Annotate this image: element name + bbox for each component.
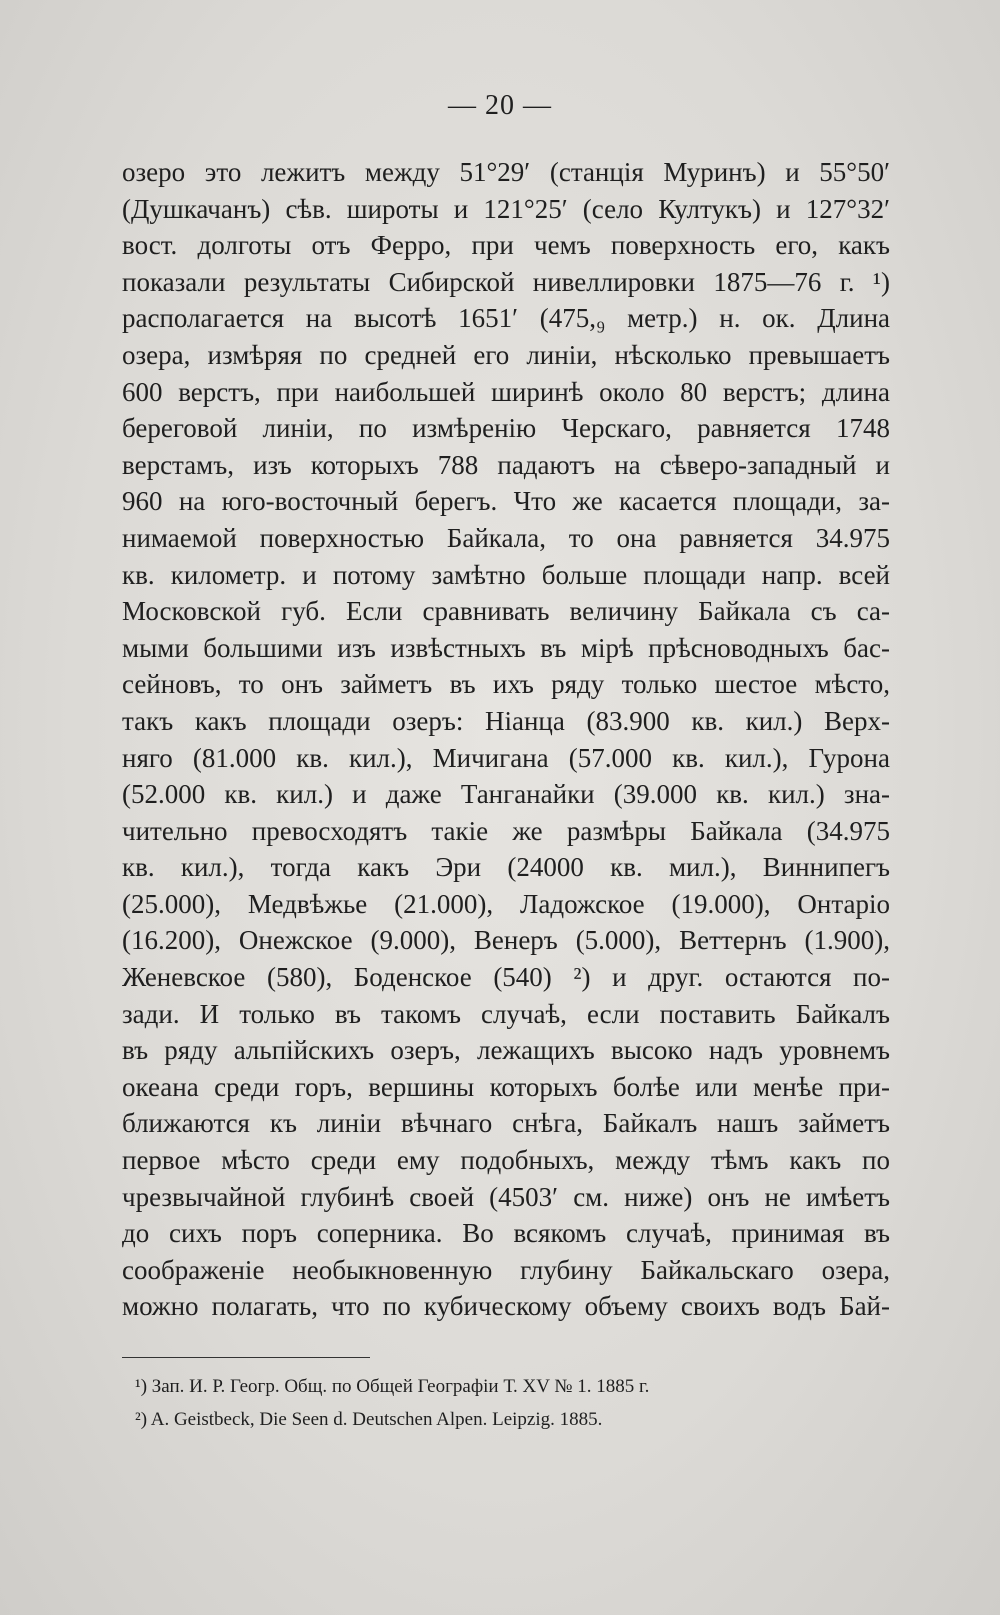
text-line: до сихъ поръ соперника. Во всякомъ случаѣ, принимая въ <box>122 1218 890 1249</box>
text-line: располагается на высотѣ 1651′ (475,₉ метр.) н. ок. Длина <box>122 303 890 334</box>
text-line: соображеніе необыкновенную глубину Байкальскаго озера, <box>122 1254 890 1285</box>
text-line: чительно превосходятъ такіе же размѣры Байкала (34.975 <box>122 815 890 846</box>
text-line: Женевское (580), Боденское (540) ²) и друг. остаются по- <box>122 962 890 993</box>
text-line: озера, измѣряя по средней его линіи, нѣсколько превышаетъ <box>122 339 890 370</box>
text-line: кв. кил.), тогда какъ Эри (24000 кв. мил.), Виннипегъ <box>122 852 890 883</box>
text-line: (25.000), Медвѣжье (21.000), Ладожское (19.000), Онтаріо <box>122 888 890 919</box>
text-line: вост. долготы отъ Ферро, при чемъ поверхность его, какъ <box>122 230 890 261</box>
text-line: 960 на юго-восточный берегъ. Что же касается площади, за- <box>122 486 890 517</box>
footnote-2: ²) A. Geistbeck, Die Seen d. Deutschen Alpen. Leipzig. 1885. <box>135 1409 603 1430</box>
text-line: озеро это лежитъ между 51°29′ (станція Муринъ) и 55°50′ <box>122 157 890 187</box>
text-line: береговой линіи, по измѣренію Черскаго, равняется 1748 <box>122 413 890 444</box>
text-line: 600 верстъ, при наибольшей ширинѣ около 80 верстъ; длина <box>122 376 890 407</box>
text-line: верстамъ, изъ которыхъ 788 падаютъ на сѣверо-западный и <box>122 449 890 480</box>
text-line: (16.200), Онежское (9.000), Венеръ (5.000), Веттернъ (1.900), <box>122 925 890 956</box>
text-line: въ ряду альпійскихъ озеръ, лежащихъ высоко надъ уровнемъ <box>122 1035 890 1066</box>
text-line: няго (81.000 кв. кил.), Мичигана (57.000 кв. кил.), Гурона <box>122 742 890 773</box>
text-line: нимаемой поверхностью Байкала, то она равняется 34.975 <box>122 522 890 553</box>
text-line: (Душкачанъ) сѣв. широты и 121°25′ (село Култукъ) и 127°32′ <box>122 193 890 224</box>
text-line: (52.000 кв. кил.) и даже Танганайки (39.000 кв. кил.) зна- <box>122 779 890 810</box>
body-text <box>122 154 890 1325</box>
footnote-divider <box>122 1357 370 1358</box>
text-line: океана среди горъ, вершины которыхъ болѣе или менѣе при- <box>122 1071 890 1102</box>
text-line: такъ какъ площади озеръ: Ніанца (83.900 кв. кил.) Верх- <box>122 705 890 736</box>
footnotes <box>135 1370 895 1436</box>
text-line: ближаются къ линіи вѣчнаго снѣга, Байкалъ нашъ займетъ <box>122 1108 890 1139</box>
text-line: зади. И только въ такомъ случаѣ, если поставить Байкалъ <box>122 998 890 1029</box>
text-line: кв. километр. и потому замѣтно больше площади напр. всей <box>122 559 890 590</box>
footnote-1: ¹) Зап. И. Р. Геогр. Общ. по Общей Географіи Т. XV № 1. 1885 г. <box>135 1376 650 1397</box>
text-line: Московской губ. Если сравнивать величину Байкала съ са- <box>122 596 890 627</box>
text-line: показали результаты Сибирской нивеллировки 1875—76 г. ¹) <box>122 266 890 297</box>
text-line: чрезвычайной глубинѣ своей (4503′ см. ниже) онъ не имѣетъ <box>122 1181 890 1212</box>
text-line: можно полагать, что по кубическому объему своихъ водъ Бай- <box>122 1291 890 1322</box>
text-line: сейновъ, то онъ займетъ въ ихъ ряду только шестое мѣсто, <box>122 669 890 700</box>
page-number: — 20 — <box>448 90 552 121</box>
text-line: мыми большими изъ извѣстныхъ въ мірѣ прѣсноводныхъ бас- <box>122 632 890 663</box>
text-line: первое мѣсто среди ему подобныхъ, между тѣмъ какъ по <box>122 1145 890 1176</box>
